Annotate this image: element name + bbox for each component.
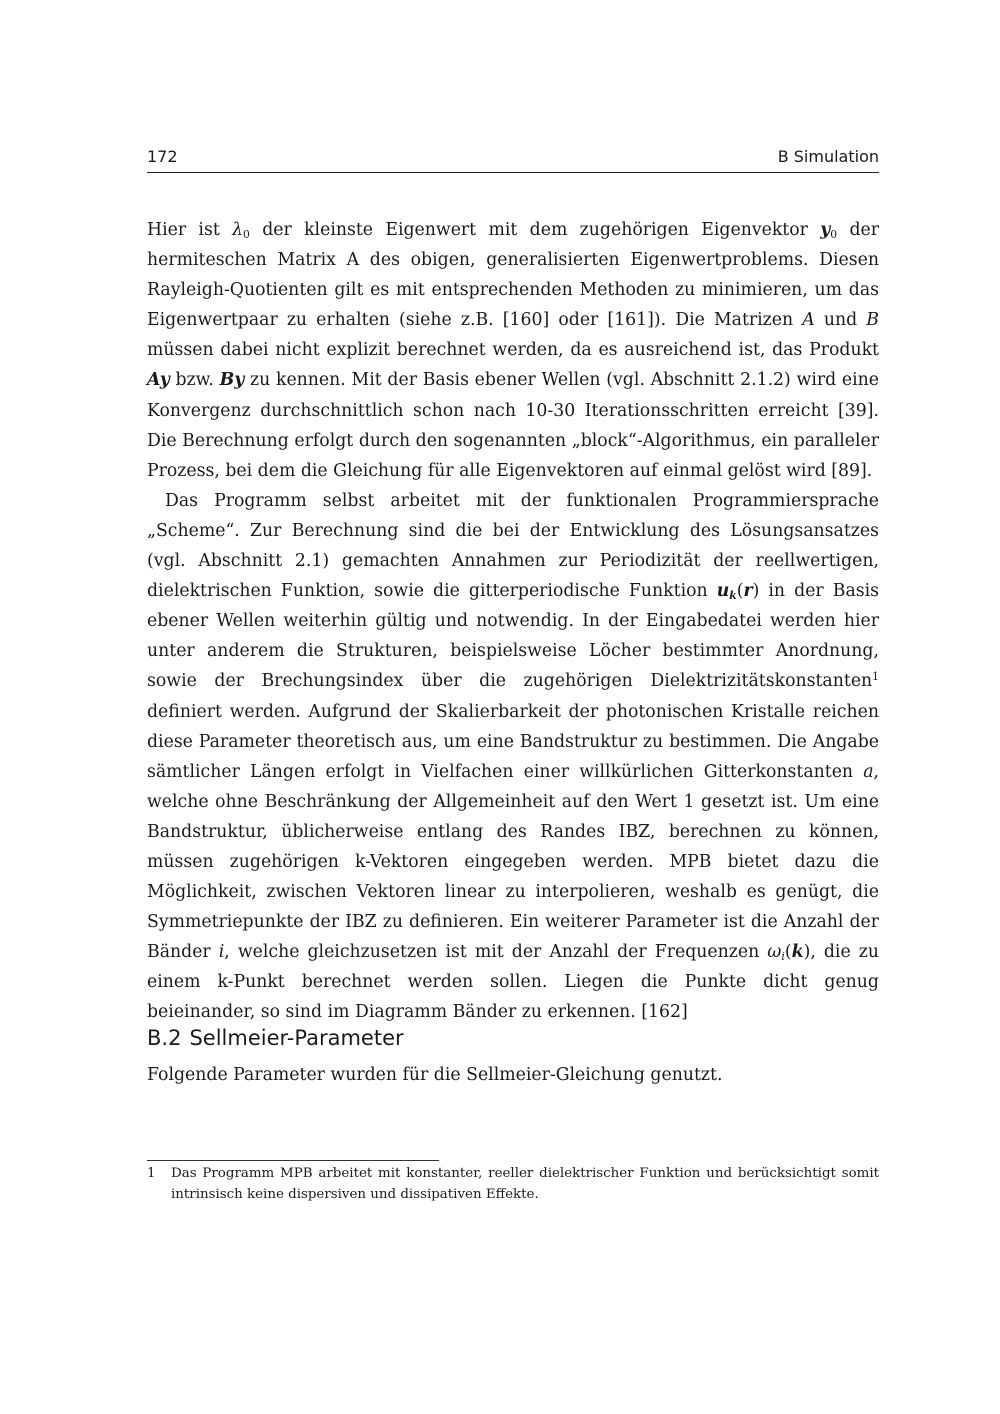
footnote-divider bbox=[147, 1160, 439, 1161]
band-index-i: i bbox=[218, 942, 225, 963]
subscript: 0 bbox=[830, 228, 838, 242]
footnote-reference[interactable]: 1 bbox=[872, 670, 879, 684]
function-u: u bbox=[716, 581, 730, 602]
paragraph-1 bbox=[147, 215, 879, 486]
matrix-a: A bbox=[802, 310, 815, 331]
subscript: 0 bbox=[243, 228, 250, 242]
vector-r: r bbox=[743, 581, 753, 602]
text-run: , welche gleichzusetzen ist mit der Anzahl der Frequenzen bbox=[224, 942, 768, 963]
section-heading bbox=[147, 1023, 879, 1053]
product-by: By bbox=[219, 370, 245, 391]
subscript: i bbox=[781, 950, 785, 964]
paren: ) bbox=[803, 942, 811, 963]
section-paragraph: Folgende Parameter wurden für die Sellmeier-Gleichung genutzt. bbox=[147, 1065, 723, 1085]
text-run: Das Programm selbst arbeitet mit der funktionalen Programmiersprache „Scheme“. Zur Berechnung sind die bei der Entwicklung des Lösungsansatzes (vgl. Abschnitt 2.1) gemachten Annahmen zur Periodizität der reellwertigen, dielektrischen Funktion, sowie die gitterperiodische Funktion bbox=[147, 490, 879, 602]
product-ay: Ay bbox=[147, 370, 170, 391]
omega-symbol: ω bbox=[767, 942, 782, 963]
section-number: B.2 bbox=[147, 1026, 182, 1050]
section-title: Sellmeier-Parameter bbox=[189, 1026, 404, 1050]
text-run: zu kennen. Mit der Basis ebener Wellen (vgl. Abschnitt 2.1.2) wird eine Konvergenz durchschnittlich schon nach 10-30 Iterationsschritten erreicht [39]. Die Berechnung erfolgt durch den sogenannten „block“-Algorithmus, ein paralleler Prozess, bei dem die Gleichung für alle Eigenvektoren auf einmal gelöst wird [89]. bbox=[147, 370, 880, 481]
body-text bbox=[147, 215, 879, 1028]
paragraph-2 bbox=[147, 486, 879, 1028]
paren: ( bbox=[784, 942, 792, 963]
vector-y: y bbox=[820, 220, 831, 240]
lattice-constant-a: a bbox=[863, 761, 874, 782]
vector-k: k bbox=[791, 942, 804, 963]
text-run: , die zu einem k-Punkt berechnet werden sollen. Liegen die Punkte dicht genug beieinander, so sind im Diagramm Bänder zu erkennen. [162] bbox=[147, 942, 879, 1023]
text-run: in der Basis ebener Wellen weiterhin gültig und notwendig. In der Eingabedatei werden hier unter anderem die Strukturen, beispielsweise Löcher bestimmter Anordnung, sowie der Brechungsindex über die zugehörigen Dielektrizitätskonstanten bbox=[147, 581, 880, 692]
running-header bbox=[147, 146, 879, 173]
text-run: der kleinste Eigenwert mit dem zugehörigen Eigenvektor bbox=[249, 220, 821, 240]
text-run: der hermiteschen Matrix A des obigen, generalisierten Eigenwertproblems. Diesen Rayleigh-Quotienten gilt es mit entsprechenden Methoden zu minimieren, um das Eigenwertpaar zu erhalten (siehe z.B. [160] oder [161]). Die Matrizen bbox=[147, 220, 879, 331]
text-run: und bbox=[814, 310, 867, 331]
footnote-mark: 1 bbox=[147, 1166, 156, 1181]
lambda-symbol: λ bbox=[232, 220, 244, 240]
matrix-b: B bbox=[866, 310, 879, 331]
text-run: bzw. bbox=[169, 370, 220, 391]
footnote-text: Das Programm MPB arbeitet mit konstanter, reeller dielektrischer Funktion und berücksichtigt somit intrinsisch keine dispersiven und dissipativen Effekte. bbox=[171, 1166, 879, 1202]
paren: ( bbox=[736, 581, 744, 602]
paren: ) bbox=[752, 581, 760, 602]
page-number: 172 bbox=[147, 147, 178, 166]
chapter-title: B Simulation bbox=[777, 147, 879, 166]
subscript: k bbox=[729, 589, 737, 603]
text-run: definiert werden. Aufgrund der Skalierbarkeit der photonischen Kristalle reichen diese Parameter theoretisch aus, um eine Bandstruktur zu bestimmen. Die Angabe sämtlicher Längen erfolgt in Vielfachen einer willkürlichen Gitterkonstanten bbox=[147, 701, 879, 782]
text-run: Hier ist bbox=[147, 220, 233, 240]
text-run: , welche ohne Beschränkung der Allgemeinheit auf den Wert 1 gesetzt ist. Um eine Bandstruktur, üblicherweise entlang des Randes IBZ, berechnen zu können, müssen zugehörigen k-Vektoren eingegeben werden. MPB bietet dazu die Möglichkeit, zwischen Vektoren linear zu interpolieren, weshalb es genügt, die Symmetriepunkte der IBZ zu definieren. Ein weiterer Parameter ist die Anzahl der Bänder bbox=[147, 761, 879, 963]
text-run: müssen dabei nicht explizit berechnet werden, da es ausreichend ist, das Produkt bbox=[147, 340, 879, 361]
footnote bbox=[147, 1163, 879, 1205]
